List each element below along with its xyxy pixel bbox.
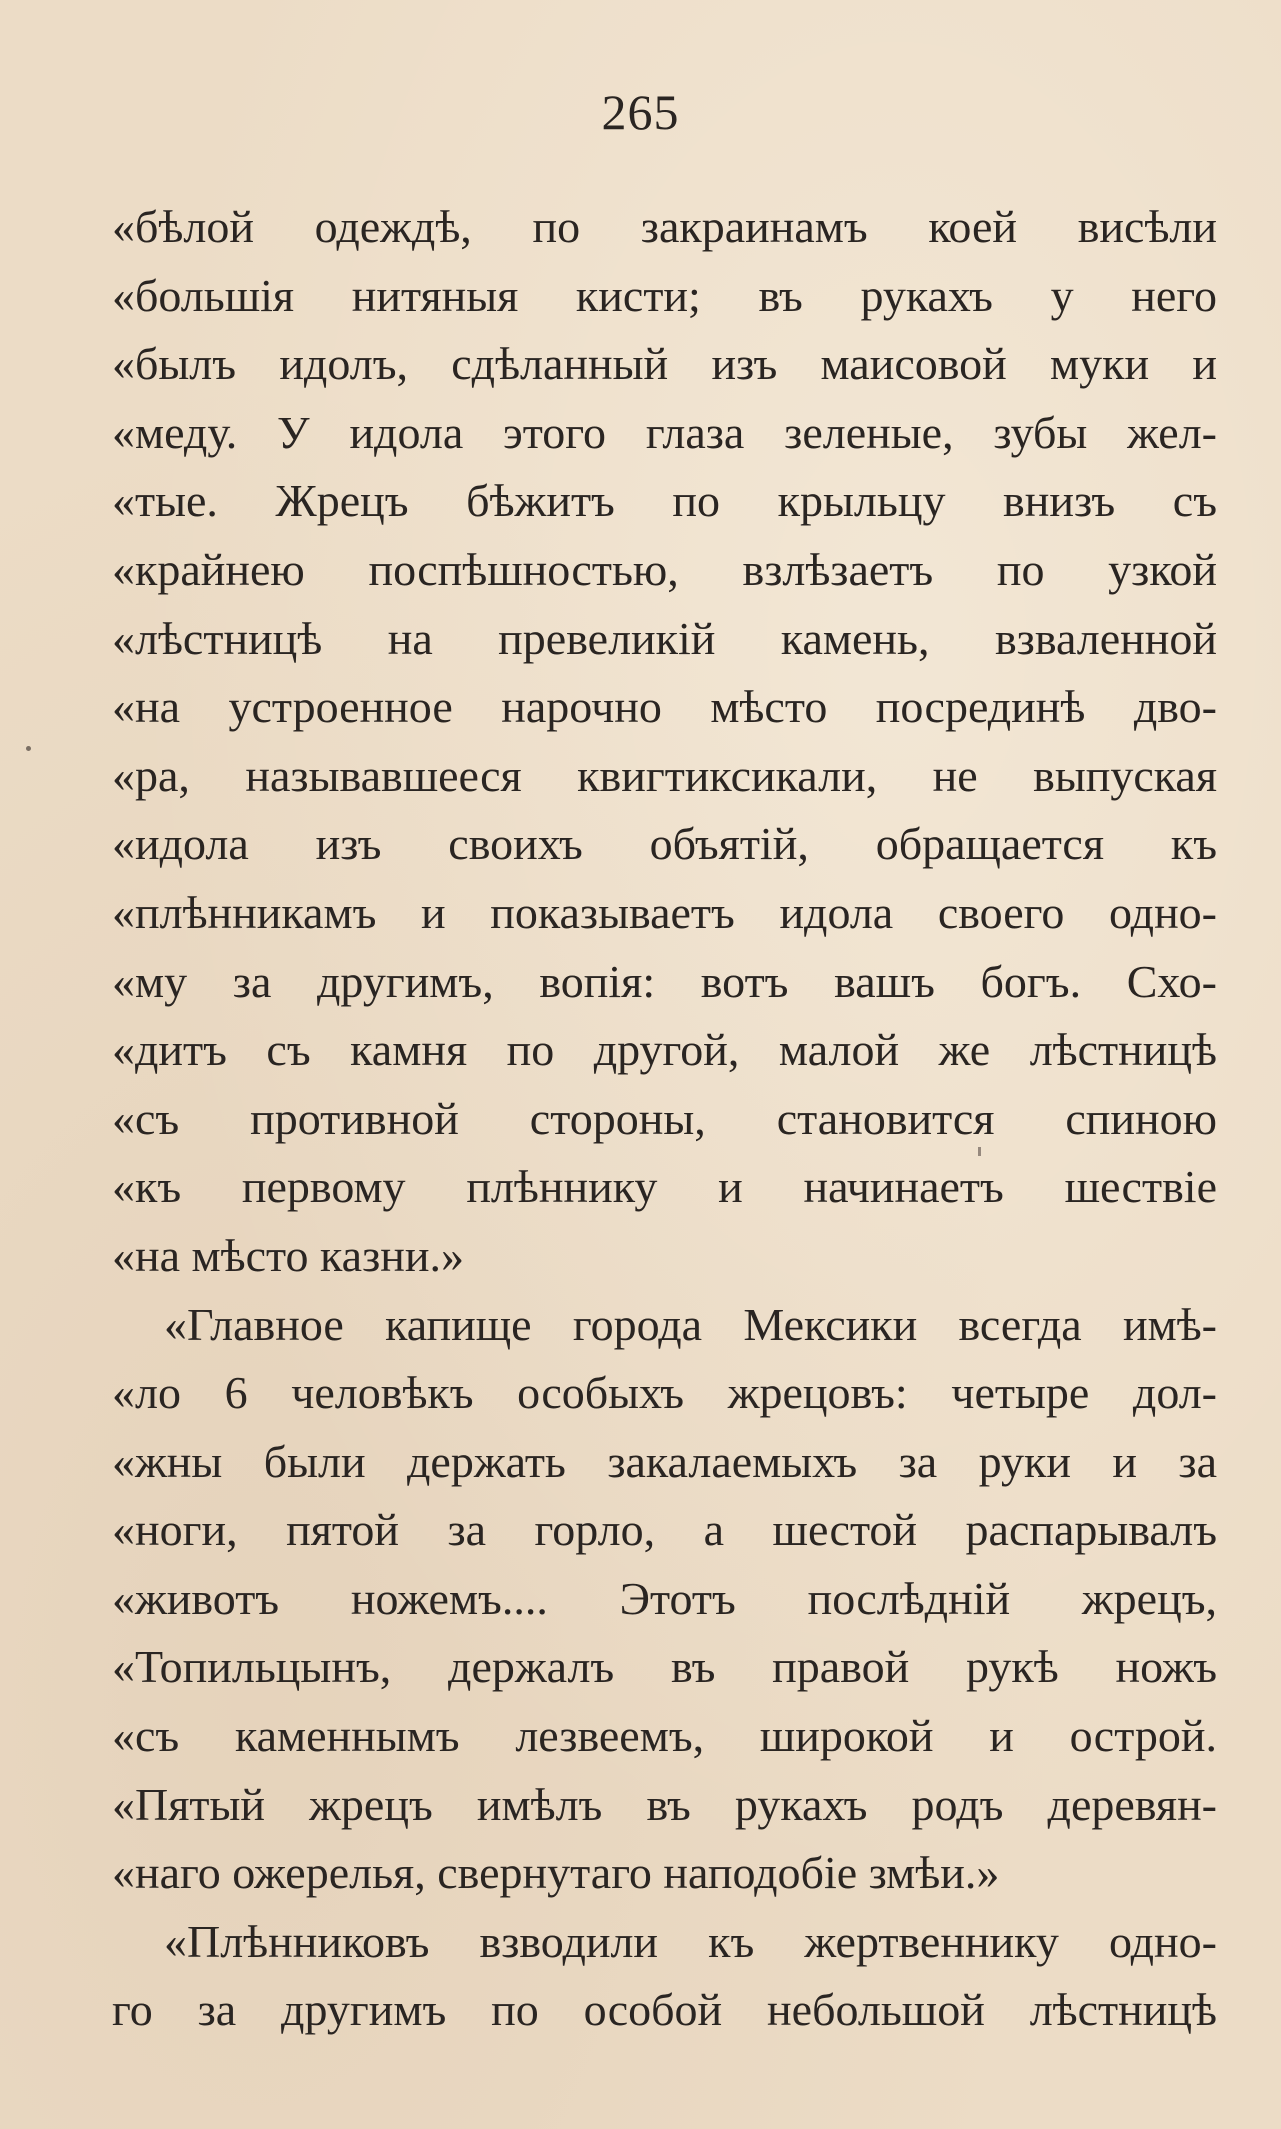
ink-speck <box>26 746 31 751</box>
text-line: «плѣнникамъ и показываетъ идола своего одно- <box>112 886 1217 938</box>
paragraph-start-line: «Главное капище города Мексики всегда имѣ- <box>164 1298 1217 1350</box>
text-line: «тые. Жрецъ бѣжитъ по крыльцу внизъ съ <box>112 475 1217 527</box>
text-line: «съ каменнымъ лезвеемъ, широкой и острой. <box>112 1710 1217 1762</box>
text-line: «ноги, пятой за горло, а шестой распарывалъ <box>112 1504 1217 1556</box>
text-line: «былъ идолъ, сдѣланный изъ маисовой муки и <box>112 338 1217 390</box>
text-line: «большія нитяныя кисти; въ рукахъ у него <box>112 269 1217 321</box>
text-line: «му за другимъ, вопія: вотъ вашъ богъ. Схо- <box>112 955 1217 1007</box>
text-line: «лѣстницѣ на превеликій камень, взваленной <box>112 612 1217 664</box>
text-line: «на мѣсто казни.» <box>112 1229 465 1281</box>
text-line: «дитъ съ камня по другой, малой же лѣстницѣ <box>112 1024 1217 1076</box>
text-line: «наго ожерелья, свернутаго наподобіе змѣи.» <box>112 1847 1000 1899</box>
text-line: «жны были держать закалаемыхъ за руки и за <box>112 1435 1217 1487</box>
text-line: «ра, называвшееся квигтиксикали, не выпуская <box>112 749 1217 801</box>
text-line: «на устроенное нарочно мѣсто посрединѣ дво- <box>112 681 1217 733</box>
text-line: «ло 6 человѣкъ особыхъ жрецовъ: четыре дол- <box>112 1367 1217 1419</box>
text-line: «съ противной стороны, становится спиною <box>112 1092 1217 1144</box>
paragraph-start-line: «Плѣнниковъ взводили къ жертвеннику одно- <box>164 1915 1217 1967</box>
text-line: «идола изъ своихъ объятій, обращается къ <box>112 818 1217 870</box>
text-line: «меду. У идола этого глаза зеленые, зубы жел- <box>112 406 1217 458</box>
text-line: «животъ ножемъ.... Этотъ послѣдній жрецъ, <box>112 1572 1217 1624</box>
text-line: го за другимъ по особой небольшой лѣстницѣ <box>112 1984 1217 2036</box>
text-line: «Топильцынъ, держалъ въ правой рукѣ ножъ <box>112 1641 1217 1693</box>
text-line: «Пятый жрецъ имѣлъ въ рукахъ родъ деревян- <box>112 1778 1217 1830</box>
text-line: «къ первому плѣннику и начинаетъ шествіе <box>112 1161 1217 1213</box>
page-number: 265 <box>601 84 680 140</box>
text-line: «бѣлой одеждѣ, по закраинамъ коей висѣли <box>112 201 1217 252</box>
text-line: «крайнею поспѣшностью, взлѣзаетъ по узкой <box>112 543 1217 595</box>
body-text <box>112 193 1217 2045</box>
